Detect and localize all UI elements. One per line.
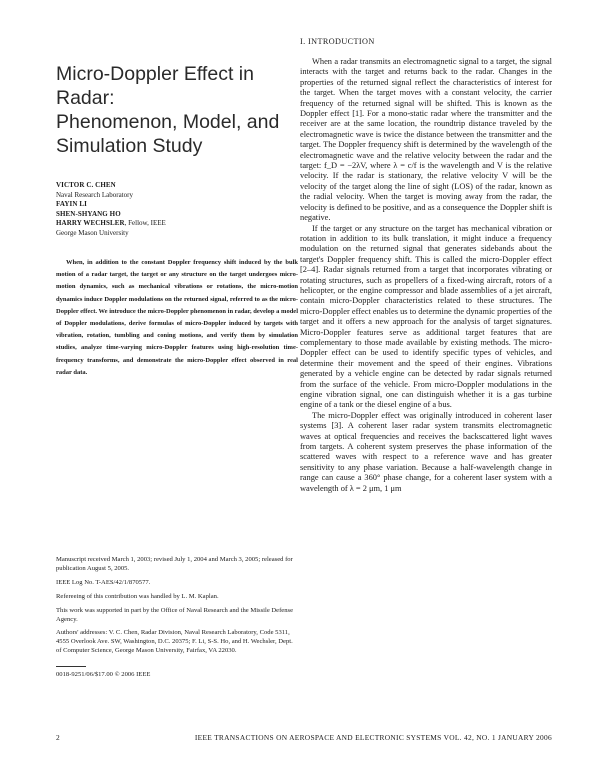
- footnotes: [56, 556, 298, 661]
- section-heading: I. INTRODUCTION: [300, 37, 375, 46]
- support-note: This work was supported in part by the Office of Naval Research and the Missile Defense Agency.: [56, 606, 294, 623]
- author-list: [56, 181, 296, 239]
- paragraph: The micro-Doppler effect was originally introduced in coherent laser systems [3]. A coherent laser radar system transmits electromagnetic waves at optical frequencies and receives the backscattered light waves from targets. A coherent system preserves the phase information of the scattered waves with respect to a reference wave and has greater sensitivity to any phase variation. Because a half-wavelength change in range can cause a 360° phase change, for a coherent laser system with a wavelength of λ = 2 μm, 1 μm: [300, 410, 552, 493]
- body-text: [300, 57, 552, 494]
- author-fellow: , Fellow, IEEE: [124, 219, 166, 228]
- author: FAYIN LI: [56, 200, 87, 209]
- manuscript-note: Manuscript received March 1, 2003; revised July 1, 2004 and March 3, 2005; released for publication August 5, 2005.: [56, 556, 293, 572]
- paper-title: [56, 62, 296, 158]
- title-line: Micro-Doppler Effect in Radar:: [56, 63, 254, 109]
- author: HARRY WECHSLER, Fellow, IEEE: [56, 219, 166, 228]
- abstract: [56, 257, 298, 379]
- abstract-text: When, in addition to the constant Doppler frequency shift induced by the bulk motion of a radar target, the target or any structure on the target undergoes micro-motion dynamics, such as mechanical vibrations or rotations, the micro-motion dynamics induce Doppler modulations on the returned signal, referred to as the micro-Doppler effect. We introduce the micro-Doppler phenomenon in radar, develop a model of Doppler modulations, derive formulas of micro-Doppler induced by targets with vibration, rotation, tumbling and coning motions, and verify them by simulation studies, analyze time-varying micro-Doppler features using high-resolution time-frequency transforms, and demonstrate the micro-Doppler effect observed in real radar data.: [56, 259, 298, 376]
- author-affiliation: George Mason University: [56, 228, 129, 237]
- paragraph: When a radar transmits an electromagnetic signal to a target, the signal interacts with the target and returns back to the radar. Changes in the properties of the returned signal reflect the characteristics of interest for the target. When the target moves with a constant velocity, the carrier frequency of the returned signal will be shifted. This is known as the Doppler effect [1]. For a mono-static radar where the transmitter and the receiver are at the same location, the roundtrip distance traveled by the electromagnetic wave is twice the distance between the transmitter and the target. The Doppler frequency shift is determined by the wavelength of the electromagnetic wave and the relative velocity between the radar and the target: f_D = −2λV, where λ = c/f is the wavelength and V is the relative velocity. If the radar is stationary, the relative velocity V will be the velocity of the target along the line of sight (LOS) of the radar, known as the radial velocity. When the target is moving away from the radar, the velocity is defined to be positive, and as a consequence the Doppler shift is negative.: [300, 57, 552, 223]
- paragraph: If the target or any structure on the target has mechanical vibration or rotation in addition to its bulk translation, it might induce a frequency modulation on the returned signal that generates sidebands about the target's Doppler frequency shift. This is called the micro-Doppler effect [2–4]. Radar signals returned from a target that incorporates vibrating or rotating structures, such as propellers of a fixed-wing aircraft, rotors of a helicopter, or the engine compressor and blade assemblies of a jet aircraft, contain micro-Doppler characteristics related to these structures. The micro-Doppler effect enables us to determine the dynamic properties of the target and it offers a new approach for the analysis of target signatures. Micro-Doppler features serve as additional target features that are complementary to those made available by existing methods. The micro-Doppler effect can be used to identify specific types of vehicles, and determine their movement and the speed of their engines. Vibrations generated by a vehicle engine can be detected by radar signals returned from the surface of the vehicle. From micro-Doppler modulations in the engine vibration signal, one can distinguish whether it is a gas turbine engine of a tank or the diesel engine of a bus.: [300, 223, 552, 410]
- ieee-log-note: IEEE Log No. T-AES/42/1/870577.: [56, 578, 151, 586]
- title-line: Simulation Study: [56, 135, 203, 157]
- author: SHEN-SHYANG HO: [56, 209, 121, 218]
- page-number: 2: [56, 733, 60, 742]
- address-note: Authors' addresses: V. C. Chen, Radar Division, Naval Research Laboratory, Code 5311, 4555 Overlook Ave. SW, Washington, D.C. 20375; F. Li, S-S. Ho, and H. Wechsler, Dept. of Computer Science, George Mason University, Fairfax, VA 22030.: [56, 629, 293, 655]
- referee-note: Refereeing of this contribution was handled by L. M. Kaplan.: [56, 592, 219, 600]
- copyright: 0018-9251/06/$17.00 © 2006 IEEE: [56, 671, 151, 678]
- journal-name: IEEE TRANSACTIONS ON AEROSPACE AND ELECTRONIC SYSTEMS VOL. 42, NO. 1 JANUARY 2006: [194, 733, 552, 742]
- divider: [56, 666, 86, 667]
- title-line: Phenomenon, Model, and: [56, 111, 280, 133]
- author-affiliation: Naval Research Laboratory: [56, 190, 133, 199]
- author: VICTOR C. CHEN: [56, 181, 116, 189]
